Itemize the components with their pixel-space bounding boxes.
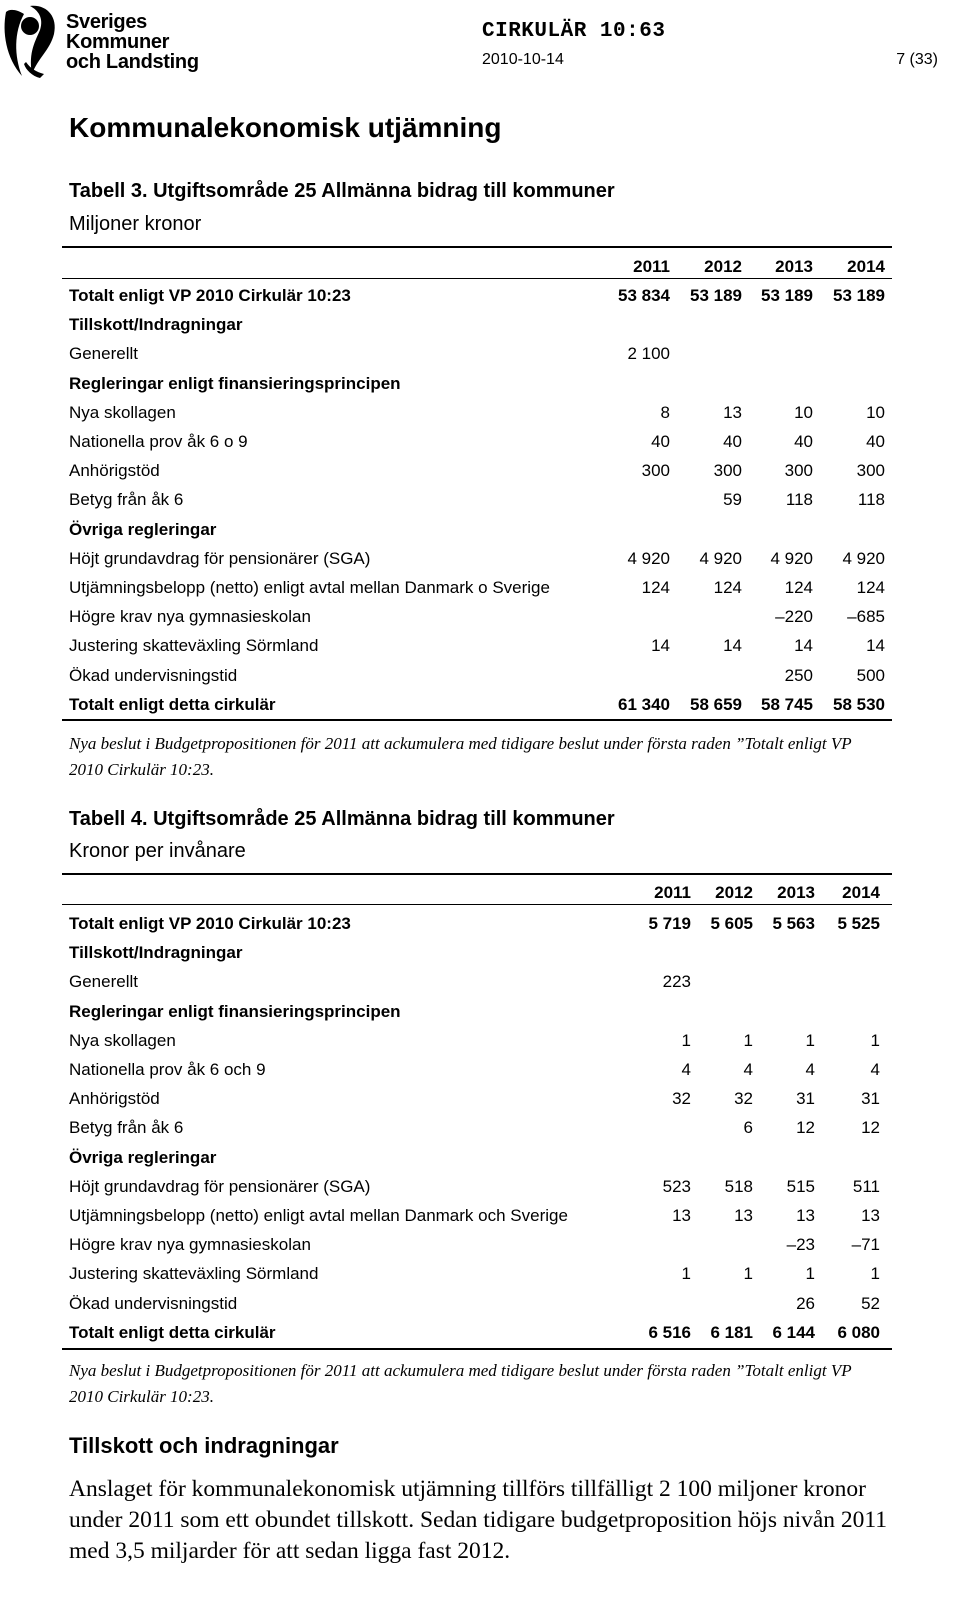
- cell-value: 58 530: [833, 695, 885, 714]
- logo-line-2: Kommuner: [66, 31, 170, 53]
- row-label: Högre krav nya gymnasieskolan: [69, 1235, 311, 1254]
- row-label: Utjämningsbelopp (netto) enligt avtal mellan Danmark o Sverige: [69, 578, 550, 597]
- table-header-row: [62, 878, 892, 907]
- row-label: Generellt: [69, 972, 138, 991]
- row-label: Regleringar enligt finansieringsprincipen: [69, 374, 401, 393]
- table-row: [62, 661, 892, 690]
- cell-value: 52: [861, 1294, 880, 1313]
- table-row: [62, 456, 892, 485]
- row-label: Nationella prov åk 6 och 9: [69, 1060, 266, 1079]
- table-row: [62, 369, 892, 398]
- cell-value: 32: [672, 1089, 691, 1108]
- cell-value: 8: [660, 403, 670, 422]
- cell-value: 4 920: [770, 549, 813, 568]
- table-row: [62, 1230, 892, 1259]
- cell-value: 31: [796, 1089, 815, 1108]
- table-row: [62, 1055, 892, 1084]
- row-label: Justering skatteväxling Sörmland: [69, 1264, 319, 1283]
- cell-value: 58 659: [690, 695, 742, 714]
- cell-value: –71: [851, 1235, 880, 1254]
- cell-value: 6 080: [837, 1323, 880, 1342]
- table-row: [62, 1318, 892, 1347]
- section-body: Anslaget för kommunalekonomisk utjämning tillförs tillfälligt 2 100 miljoner kronor under 2011 som ett obundet tillskott. Sedan tidigare budgetproposition höjs nivån 2011 med 3,5 miljarder för att sedan ligga fast 2012.: [69, 1476, 888, 1564]
- cell-value: 511: [852, 1177, 880, 1196]
- cell-value: 12: [861, 1118, 880, 1137]
- table-row: [62, 1172, 892, 1201]
- year-header: 2013: [777, 883, 815, 902]
- row-label: Totalt enligt VP 2010 Cirkulär 10:23: [69, 914, 351, 933]
- cell-value: 4: [805, 1060, 815, 1079]
- table3-title: Tabell 3. Utgiftsområde 25 Allmänna bidrag till kommuner: [69, 180, 615, 202]
- table-row: [62, 544, 892, 573]
- cell-value: 124: [856, 578, 885, 597]
- table-row: [62, 909, 892, 938]
- table-row: [62, 1201, 892, 1230]
- row-label: Nya skollagen: [69, 403, 176, 422]
- year-header: 2013: [775, 257, 813, 276]
- cell-value: 523: [662, 1177, 691, 1196]
- table-row: [62, 631, 892, 660]
- cell-value: 10: [794, 403, 813, 422]
- page-heading: Kommunalekonomisk utjämning: [69, 112, 502, 143]
- year-header: 2011: [654, 883, 691, 902]
- row-label: Ökad undervisningstid: [69, 666, 238, 685]
- cell-value: 12: [796, 1118, 815, 1137]
- cell-value: 10: [866, 403, 885, 422]
- cell-value: 4: [681, 1060, 691, 1079]
- cell-value: 4 920: [627, 549, 670, 568]
- cell-value: 32: [734, 1089, 753, 1108]
- table-row: [62, 1289, 892, 1318]
- cell-value: 300: [713, 461, 742, 480]
- cell-value: 40: [794, 432, 813, 451]
- table4-subtitle: Kronor per invånare: [69, 840, 246, 862]
- skl-emblem-icon: [0, 2, 62, 80]
- cell-value: 518: [724, 1177, 753, 1196]
- cell-value: 59: [723, 490, 742, 509]
- row-label: Nya skollagen: [69, 1031, 176, 1050]
- row-label: Höjt grundavdrag för pensionärer (SGA): [69, 1177, 371, 1196]
- cell-value: 4: [743, 1060, 753, 1079]
- cell-value: 4: [870, 1060, 880, 1079]
- cell-value: 40: [651, 432, 670, 451]
- cell-value: 31: [861, 1089, 880, 1108]
- circular-date: 2010-10-14: [482, 51, 564, 68]
- row-label: Nationella prov åk 6 o 9: [69, 432, 248, 451]
- row-label: Anhörigstöd: [69, 1089, 160, 1108]
- cell-value: 13: [734, 1206, 753, 1225]
- cell-value: –685: [847, 607, 885, 626]
- table-row: [62, 515, 892, 544]
- cell-value: 1: [870, 1264, 880, 1283]
- cell-value: 6: [743, 1118, 753, 1137]
- cell-value: 14: [866, 636, 885, 655]
- table3: [62, 246, 892, 721]
- cell-value: 53 189: [833, 286, 885, 305]
- year-header: 2011: [633, 257, 670, 276]
- cell-value: 1: [743, 1031, 753, 1050]
- cell-value: 1: [805, 1031, 815, 1050]
- row-label: Anhörigstöd: [69, 461, 160, 480]
- table-row: [62, 485, 892, 514]
- cell-value: 53 189: [690, 286, 742, 305]
- row-label: Betyg från åk 6: [69, 1118, 184, 1137]
- cell-value: 1: [743, 1264, 753, 1283]
- cell-value: 300: [856, 461, 885, 480]
- row-label: Totalt enligt VP 2010 Cirkulär 10:23: [69, 286, 351, 305]
- page-number: 7 (33): [896, 51, 938, 68]
- cell-value: 4 920: [842, 549, 885, 568]
- section-heading: Tillskott och indragningar: [69, 1433, 339, 1458]
- cell-value: 26: [796, 1294, 815, 1313]
- cell-value: 5 563: [772, 914, 815, 933]
- cell-value: 53 834: [618, 286, 670, 305]
- table-row: [62, 967, 892, 996]
- circular-number: CIRKULÄR 10:63: [482, 20, 666, 43]
- logo: [0, 2, 200, 80]
- cell-value: 5 525: [837, 914, 880, 933]
- cell-value: 13: [861, 1206, 880, 1225]
- table-row: [62, 573, 892, 602]
- row-label: Tillskott/Indragningar: [69, 943, 243, 962]
- row-label: Regleringar enligt finansieringsprincipen: [69, 1002, 401, 1021]
- cell-value: 13: [796, 1206, 815, 1225]
- row-label: Betyg från åk 6: [69, 490, 184, 509]
- cell-value: 500: [856, 666, 885, 685]
- year-header: 2012: [704, 257, 742, 276]
- table4: [62, 873, 892, 1350]
- logo-wordmark: [66, 12, 199, 72]
- table-row: [62, 310, 892, 339]
- cell-value: 53 189: [761, 286, 813, 305]
- cell-value: 300: [784, 461, 813, 480]
- cell-value: 118: [857, 490, 885, 509]
- logo-line-1: Sveriges: [66, 11, 147, 33]
- table-row: [62, 997, 892, 1026]
- cell-value: 1: [805, 1264, 815, 1283]
- cell-value: 14: [723, 636, 742, 655]
- cell-value: 515: [786, 1177, 815, 1196]
- cell-value: 6 181: [710, 1323, 753, 1342]
- table4-note: Nya beslut i Budgetpropositionen för 2011 att ackumulera med tidigare beslut under första raden ”Totalt enligt VP 2010 Cirkulär 10:23.: [69, 1361, 852, 1406]
- table-row: [62, 602, 892, 631]
- cell-value: 250: [784, 666, 813, 685]
- cell-value: 1: [681, 1264, 691, 1283]
- table-row: [62, 1084, 892, 1113]
- cell-value: 124: [641, 578, 670, 597]
- row-label: Ökad undervisningstid: [69, 1294, 238, 1313]
- cell-value: 61 340: [618, 695, 670, 714]
- row-label: Totalt enligt detta cirkulär: [69, 1323, 276, 1342]
- row-label: Höjt grundavdrag för pensionärer (SGA): [69, 549, 371, 568]
- cell-value: 40: [723, 432, 742, 451]
- row-label: Övriga regleringar: [69, 1148, 217, 1167]
- cell-value: 1: [870, 1031, 880, 1050]
- cell-value: 5 605: [710, 914, 753, 933]
- row-label: Generellt: [69, 344, 138, 363]
- table-row: [62, 1113, 892, 1142]
- cell-value: 5 719: [648, 914, 691, 933]
- table-header-row: [62, 252, 892, 281]
- logo-line-3: och Landsting: [66, 51, 199, 73]
- table-row: [62, 938, 892, 967]
- row-label: Övriga regleringar: [69, 520, 217, 539]
- row-label: Tillskott/Indragningar: [69, 315, 243, 334]
- cell-value: –220: [775, 607, 813, 626]
- table3-subtitle: Miljoner kronor: [69, 213, 202, 235]
- cell-value: 13: [723, 403, 742, 422]
- row-label: Utjämningsbelopp (netto) enligt avtal mellan Danmark och Sverige: [69, 1206, 568, 1225]
- row-label: Högre krav nya gymnasieskolan: [69, 607, 311, 626]
- header-rule: [62, 278, 892, 279]
- year-header: 2014: [842, 883, 880, 902]
- cell-value: 14: [794, 636, 813, 655]
- header-rule: [62, 904, 892, 905]
- row-label: Justering skatteväxling Sörmland: [69, 636, 319, 655]
- cell-value: 2 100: [627, 344, 670, 363]
- table-row: [62, 690, 892, 719]
- cell-value: 1: [681, 1031, 691, 1050]
- cell-value: 40: [866, 432, 885, 451]
- table-row: [62, 1259, 892, 1288]
- cell-value: 118: [785, 490, 813, 509]
- year-header: 2014: [847, 257, 885, 276]
- cell-value: 58 745: [761, 695, 813, 714]
- cell-value: 223: [662, 972, 691, 991]
- cell-value: 6 516: [648, 1323, 691, 1342]
- table-row: [62, 1143, 892, 1172]
- cell-value: 124: [784, 578, 813, 597]
- cell-value: 6 144: [772, 1323, 815, 1342]
- cell-value: 300: [641, 461, 670, 480]
- table3-note: Nya beslut i Budgetpropositionen för 2011 att ackumulera med tidigare beslut under första raden ”Totalt enligt VP 2010 Cirkulär 10:23.: [69, 734, 852, 779]
- cell-value: 14: [651, 636, 670, 655]
- table-row: [62, 281, 892, 310]
- table4-title: Tabell 4. Utgiftsområde 25 Allmänna bidrag till kommuner: [69, 808, 615, 830]
- table-row: [62, 339, 892, 368]
- table-row: [62, 1026, 892, 1055]
- cell-value: –23: [786, 1235, 815, 1254]
- cell-value: 124: [713, 578, 742, 597]
- table-row: [62, 398, 892, 427]
- cell-value: 13: [672, 1206, 691, 1225]
- table-row: [62, 427, 892, 456]
- cell-value: 4 920: [699, 549, 742, 568]
- year-header: 2012: [715, 883, 753, 902]
- row-label: Totalt enligt detta cirkulär: [69, 695, 276, 714]
